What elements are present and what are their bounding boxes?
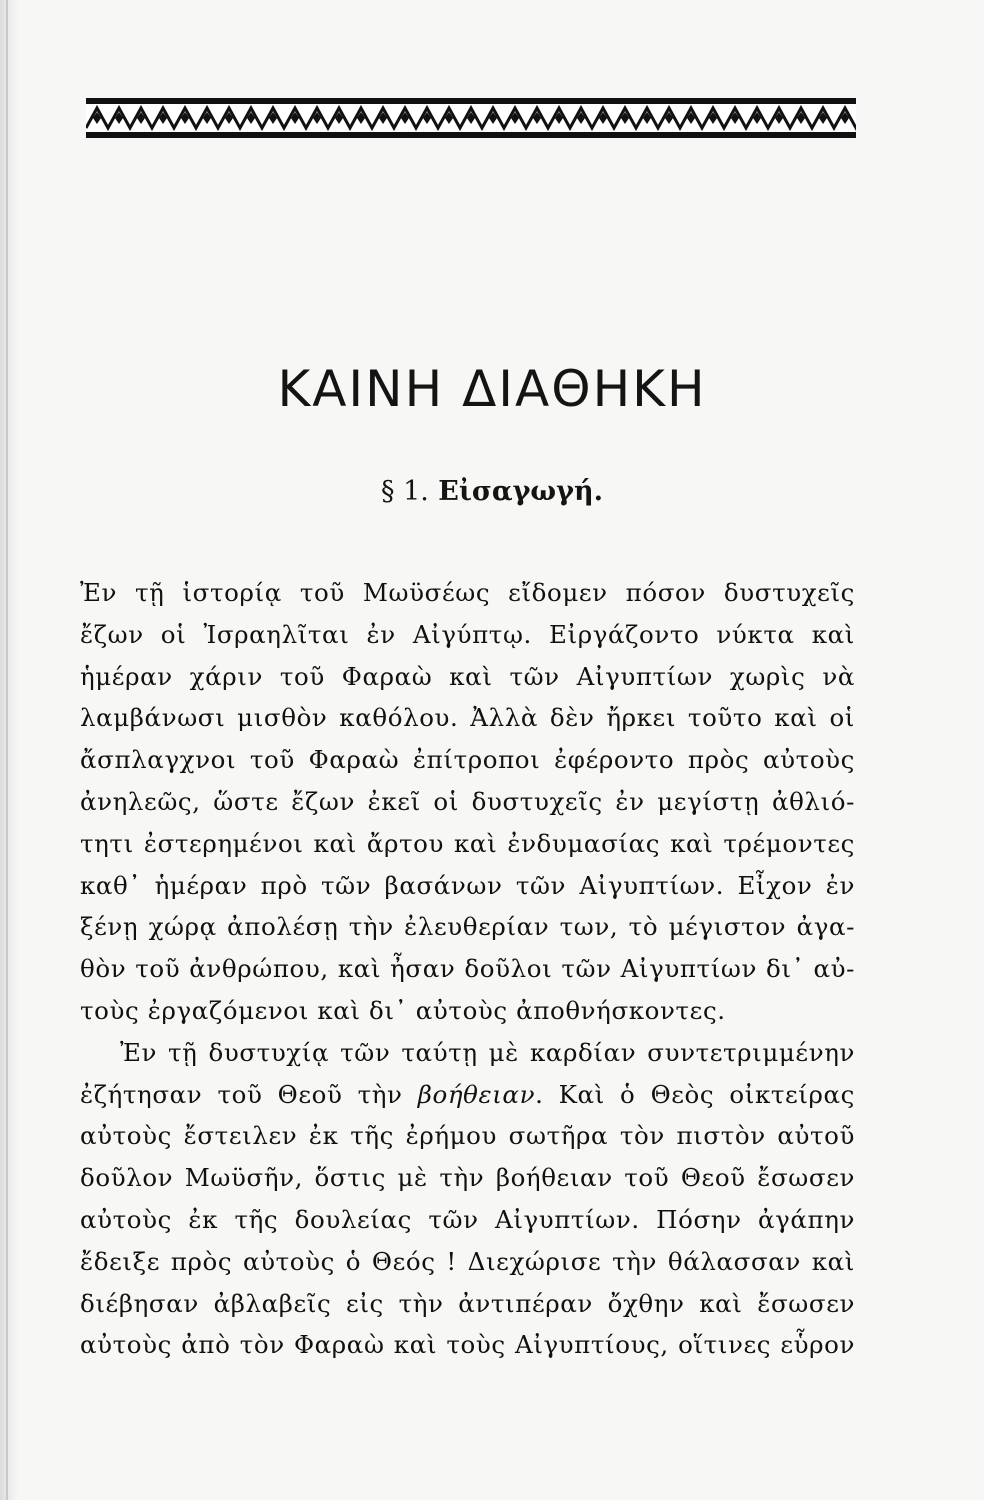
text-line: αὐτοὺς ἀπὸ τὸν Φαραὼ καὶ τοὺς Αἰγυπτίους, οἵτινες εὗρον (80, 1330, 855, 1360)
text-line: τοὺς ἐργαζόμενοι καὶ δι᾽ αὐτοὺς ἀποθνήσκοντες. (80, 995, 726, 1025)
text-line: λαμβάνωσι μισθὸν καθόλου. Ἀλλὰ δὲν ἤρκει τοῦτο καὶ οἱ (80, 703, 855, 733)
text-segment: ἐζήτησαν τοῦ Θεοῦ τὴν (80, 1079, 418, 1109)
section-number: § 1. (381, 476, 429, 507)
body-text (80, 572, 855, 1366)
text-line: ἀνηλεῶς, ὥστε ἔζων ἐκεῖ οἱ δυστυχεῖς ἐν μεγίστῃ ἀθλιό- (80, 786, 855, 816)
text-line: διέβησαν ἀβλαβεῖς εἰς τὴν ἀντιπέραν ὄχθην καὶ ἔσωσεν (80, 1288, 855, 1318)
text-segment: . Καὶ ὁ Θεὸς οἰκτείρας (535, 1079, 855, 1109)
page-binding-edge (0, 0, 18, 1500)
binding-line (6, 0, 8, 1500)
text-line: θὸν τοῦ ἀνθρώπου, καὶ ἦσαν δοῦλοι τῶν Αἰγυπτίων δι᾽ αὐ- (80, 954, 855, 984)
italic-word: βοήθειαν (417, 1079, 536, 1109)
text-line: ἔδειξε πρὸς αὐτοὺς ὁ Θεός ! Διεχώρισε τὴν θάλασσαν καὶ (80, 1246, 855, 1276)
text-line: ἔζων οἱ Ἰσραηλῖται ἐν Αἰγύπτῳ. Εἰργάζοντο νύκτα καὶ (80, 619, 855, 649)
text-line: Ἐν τῇ δυστυχίᾳ τῶν ταύτῃ μὲ καρδίαν συντετριμμένην (120, 1037, 855, 1067)
decorative-header-ornament (86, 98, 856, 138)
text-line: ἡμέραν χάριν τοῦ Φαραὼ καὶ τῶν Αἰγυπτίων χωρὶς νὰ (80, 661, 855, 691)
text-line: Ἐν τῇ ἱστορίᾳ τοῦ Μωϋσέως εἴδομεν πόσον δυστυχεῖς (80, 578, 855, 607)
section-heading (0, 476, 984, 507)
text-line: καθ᾽ ἡμέραν πρὸ τῶν βασάνων τῶν Αἰγυπτίων. Εἶχον ἐν (80, 870, 855, 900)
text-line: τητι ἐστερημένοι καὶ ἄρτου καὶ ἐνδυμασίας καὶ τρέμοντες (80, 828, 855, 858)
text-line: αὐτοὺς ἐκ τῆς δουλείας τῶν Αἰγυπτίων. Πόσην ἀγάπην (80, 1204, 855, 1234)
text-line (80, 1074, 855, 1116)
text-line: αὐτοὺς ἔστειλεν ἐκ τῆς ἐρήμου σωτῆρα τὸν πιστὸν αὐτοῦ (80, 1121, 855, 1151)
book-title: ΚΑΙΝΗ ΔΙΑΘΗΚΗ (277, 360, 707, 418)
text-line: ξένῃ χώρᾳ ἀπολέσῃ τὴν ἐλευθερίαν των, τὸ μέγιστον ἀγα- (80, 912, 855, 942)
section-title: Εἰσαγωγή. (438, 476, 603, 507)
text-line: ἄσπλαγχνοι τοῦ Φαραὼ ἐπίτροποι ἐφέροντο πρὸς αὐτοὺς (80, 745, 855, 775)
text-line: δοῦλον Μωϋσῆν, ὅστις μὲ τὴν βοήθειαν τοῦ Θεοῦ ἔσωσεν (80, 1163, 855, 1193)
